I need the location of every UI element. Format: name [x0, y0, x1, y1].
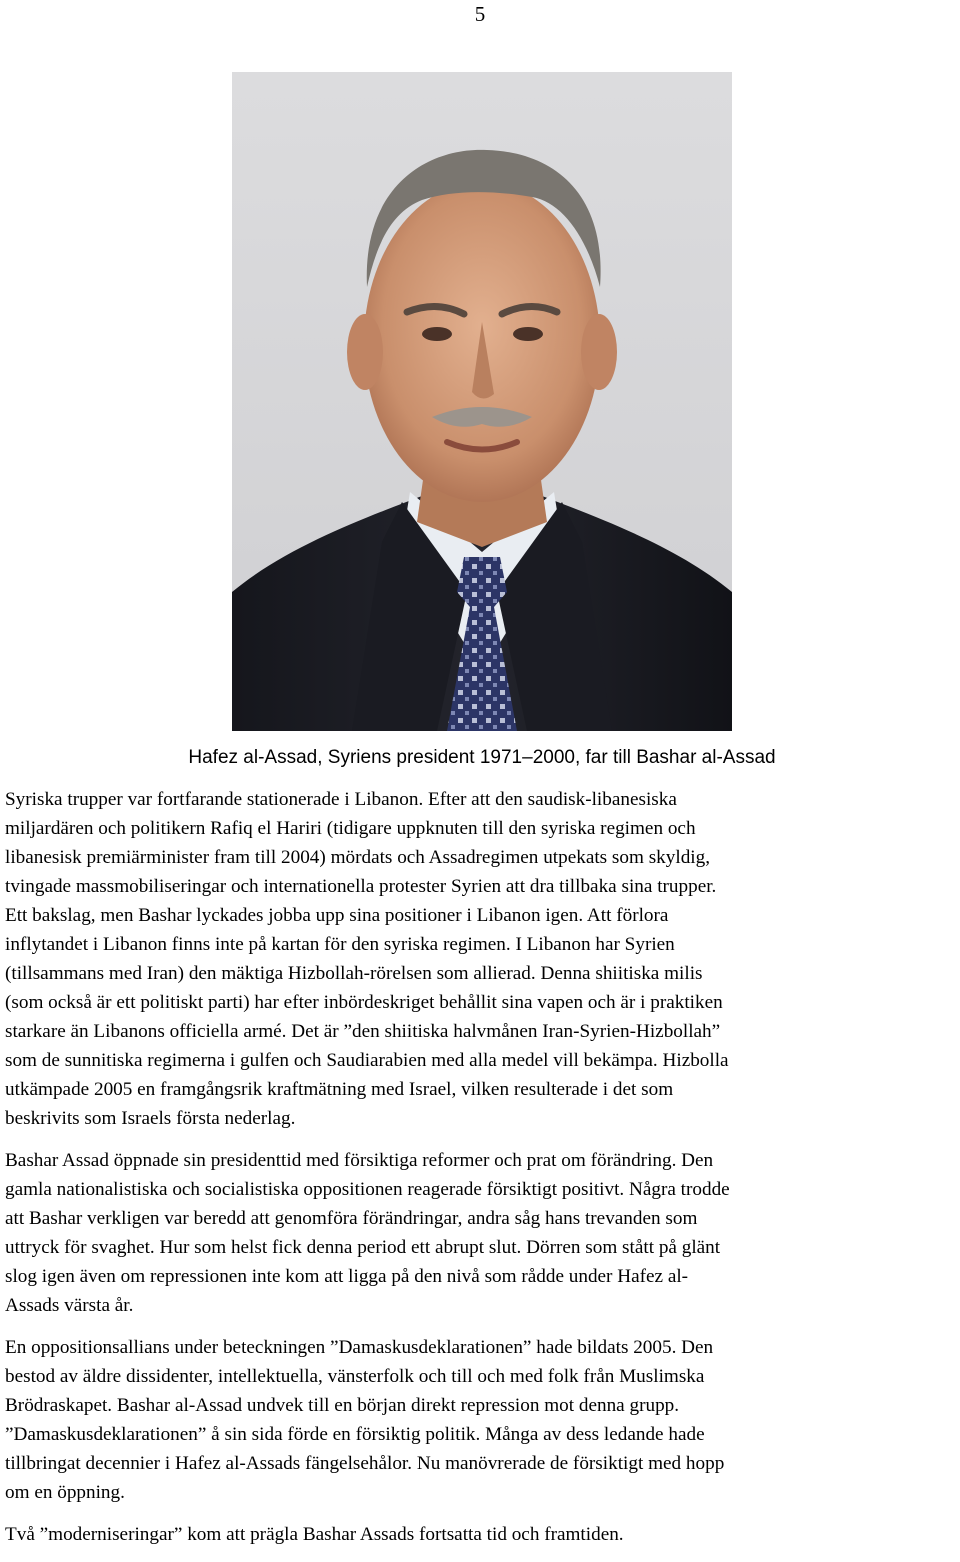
text-line: starkare än Libanons officiella armé. Det är ”den shiitiska halvmånen Iran-Syrien-Hizbollah”	[5, 1021, 721, 1042]
text-line: beskrivits som Israels första nederlag.	[5, 1108, 296, 1129]
text-line: Assads värsta år.	[5, 1295, 134, 1316]
text-line: tillbringat decennier i Hafez al-Assads fängelsehålor. Nu manövrerade de försiktigt med hopp	[5, 1453, 725, 1474]
page-number: 5	[474, 2, 486, 26]
text-line: som de sunnitiska regimerna i gulfen och Saudiarabien med alla medel vill bekämpa. Hizbolla	[5, 1050, 729, 1071]
paragraph-opposition	[5, 1333, 960, 1507]
photo-caption: Hafez al-Assad, Syriens president 1971–2000, far till Bashar al-Assad	[188, 747, 776, 768]
text-line: (tillsammans med Iran) den mäktiga Hizbollah-rörelsen som allierad. Denna shiitiska milis	[5, 963, 703, 984]
text-line: Bashar Assad öppnade sin presidenttid med försiktiga reformer och prat om förändring. Den	[5, 1150, 714, 1171]
text-line: inflytandet i Libanon finns inte på kartan för den syriska regimen. I Libanon har Syrien	[5, 934, 675, 955]
text-line: gamla nationalistiska och socialistiska oppositionen reagerade försiktigt positivt. Några trodde	[5, 1179, 730, 1200]
text-line: Brödraskapet. Bashar al-Assad undvek till en början direkt repression mot denna grupp.	[5, 1395, 680, 1416]
article-body	[5, 785, 960, 1562]
text-line: miljardären och politikern Rafiq el Hariri (tidigare uppknuten till den syriska regimen och	[5, 818, 696, 839]
text-line: En oppositionsallians under beteckningen ”Damaskusdeklarationen” hade bildats 2005. Den	[5, 1337, 714, 1358]
text-line: (som också är ett politiskt parti) har efter inbördeskriget behållit sina vapen och är i praktiken	[5, 992, 723, 1013]
text-line: tvingade massmobiliseringar och internationella protester Syrien att dra tillbaka sina trupper.	[5, 876, 717, 897]
text-line: ”Damaskusdeklarationen” å sin sida förde en försiktig politik. Många av dess ledande hade	[5, 1424, 705, 1445]
text-line: Ett bakslag, men Bashar lyckades jobba upp sina positioner i Libanon igen. Att förlora	[5, 905, 669, 926]
text-line: uttryck för svaghet. Hur som helst fick denna period ett abrupt slut. Dörren som stått på glänt	[5, 1237, 721, 1258]
paragraph-reforms	[5, 1146, 960, 1320]
text-line: slog igen även om repressionen inte kom att ligga på den nivå som rådde under Hafez al-	[5, 1266, 689, 1287]
text-line: libanesisk premiärminister fram till 2004) mördats och Assadregimen utpekats som skyldig,	[5, 847, 711, 868]
portrait-photo	[232, 72, 732, 731]
text-line: Två ”moderniseringar” kom att prägla Bashar Assads fortsatta tid och framtiden.	[5, 1524, 624, 1545]
paragraph-modernization	[5, 1520, 960, 1549]
text-line: om en öppning.	[5, 1482, 125, 1503]
portrait-illustration	[232, 72, 732, 731]
paragraph-lebanon	[5, 785, 960, 1133]
text-line: Syriska trupper var fortfarande stationerade i Libanon. Efter att den saudisk-libanesiska	[5, 789, 677, 810]
text-line: att Bashar verkligen var beredd att genomföra förändringar, andra såg hans trevanden som	[5, 1208, 698, 1229]
text-line: bestod av äldre dissidenter, intellektuella, vänsterfolk och till och med folk från Muslimska	[5, 1366, 705, 1387]
text-line: utkämpade 2005 en framgångsrik kraftmätning med Israel, vilken resulterade i det som	[5, 1079, 674, 1100]
